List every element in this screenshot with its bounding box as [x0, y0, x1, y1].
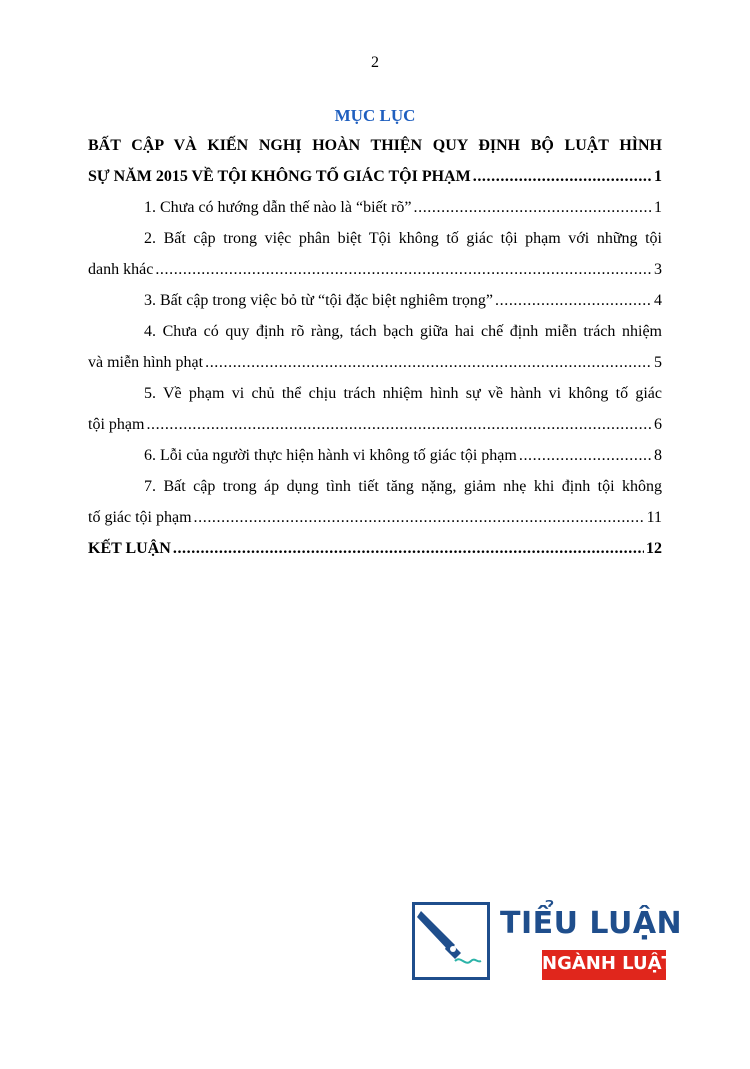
brand-logo	[412, 902, 683, 982]
toc-entry-7-line1[interactable]: 7. Bất cập trong áp dụng tình tiết tăng nặng, giảm nhẹ khi định tội không	[144, 478, 662, 495]
toc-entry-4-line2[interactable]	[88, 347, 662, 378]
toc-entry-text: tội phạm	[88, 416, 145, 433]
toc-entry-4-line1[interactable]: 4. Chưa có quy định rõ ràng, tách bạch giữa hai chế định miễn trách nhiệm	[144, 323, 662, 340]
pen-nib-icon	[412, 902, 490, 980]
toc-entry-text: danh khác	[88, 261, 154, 278]
dot-leader	[205, 347, 652, 378]
toc-page-number: 5	[654, 354, 662, 371]
toc-page-number: 3	[654, 261, 662, 278]
toc-page-number: 6	[654, 416, 662, 433]
toc-entry-3[interactable]	[88, 285, 662, 316]
toc-page-number: 8	[654, 447, 662, 464]
dot-leader	[146, 409, 652, 440]
toc-page-number: 4	[654, 292, 662, 309]
toc-page-number: 11	[646, 509, 662, 526]
page-number: 2	[371, 54, 379, 71]
dot-leader	[155, 254, 652, 285]
toc-entry-text: 3. Bất cập trong việc bỏ từ “tội đặc biệt nghiêm trọng”	[144, 292, 494, 309]
toc-entry-heading-line1[interactable]: BẤT CẬP VÀ KIẾN NGHỊ HOÀN THIỆN QUY ĐỊNH BỘ LUẬT HÌNH	[88, 137, 662, 154]
toc-page-number: 12	[646, 540, 662, 557]
toc-page-number: 1	[654, 199, 662, 216]
toc-entry-2-line2[interactable]	[88, 254, 662, 285]
pen-nib-graphic	[415, 905, 487, 977]
dot-leader	[173, 533, 644, 564]
toc-entry-5-line2[interactable]	[88, 409, 662, 440]
toc-entry-1[interactable]	[88, 192, 662, 223]
dot-leader	[495, 285, 652, 316]
dot-leader	[414, 192, 653, 223]
toc-entry-text: tố giác tội phạm	[88, 509, 192, 526]
toc-entry-text: 6. Lỗi của người thực hiện hành vi không tố giác tội phạm	[144, 447, 517, 464]
toc-entry-heading-line2[interactable]	[88, 161, 662, 192]
toc-title: MỤC LỤC	[334, 106, 416, 125]
logo-line1: TIỂU LUẬN	[500, 906, 683, 941]
toc-entry-text: 1. Chưa có hướng dẫn thế nào là “biết rõ”	[144, 199, 412, 216]
table-of-contents	[88, 130, 662, 564]
toc-entry-conclusion[interactable]	[88, 533, 662, 564]
logo-line2: NGÀNH LUẬT	[542, 953, 674, 974]
toc-entry-text: SỰ NĂM 2015 VỀ TỘI KHÔNG TỐ GIÁC TỘI PHẠM	[88, 168, 471, 185]
toc-entry-7-line2[interactable]	[88, 502, 662, 533]
toc-entry-2-line1[interactable]: 2. Bất cập trong việc phân biệt Tội không tố giác tội phạm với những tội	[144, 230, 662, 247]
toc-entry-6[interactable]	[88, 440, 662, 471]
dot-leader	[473, 161, 652, 192]
dot-leader	[519, 440, 652, 471]
toc-entry-text: và miễn hình phạt	[88, 354, 204, 371]
dot-leader	[194, 502, 645, 533]
toc-entry-text: KẾT LUẬN	[88, 540, 171, 557]
toc-entry-5-line1[interactable]: 5. Về phạm vi chủ thể chịu trách nhiệm hình sự về hành vi không tố giác	[144, 385, 662, 402]
toc-page-number: 1	[654, 168, 662, 185]
